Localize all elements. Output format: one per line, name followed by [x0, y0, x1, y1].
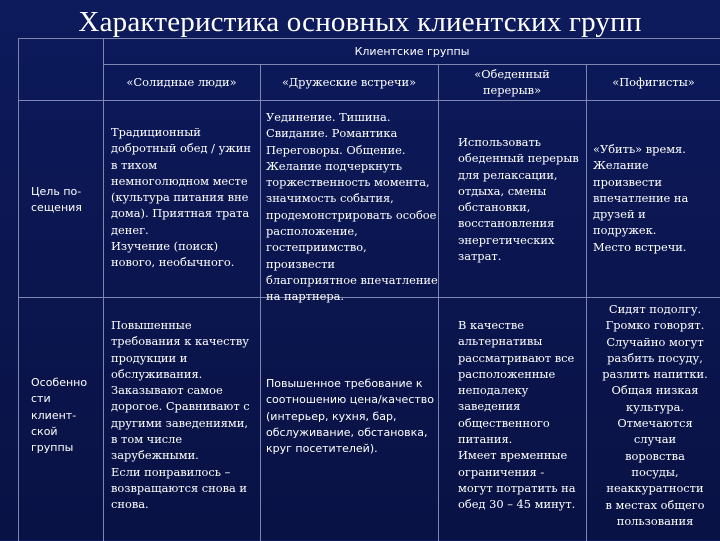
column-header-lunch-break: «Обеденный перерыв»	[474, 67, 550, 98]
row-label-visit-purpose: Цель по- сещения	[31, 185, 82, 215]
group-header: Клиентские группы	[354, 45, 470, 58]
column-header-careless: «Пофигисты»	[612, 75, 695, 89]
column-divider-2	[438, 64, 439, 541]
label-column-divider	[103, 39, 104, 541]
slide-title: Характеристика основных клиентских групп	[78, 6, 642, 38]
cell-purpose-lunch-break: Использовать обеденный перерыв для релаксации, отдыха, смены обстановки, восстановления энергетических затрат.	[458, 135, 579, 264]
cell-purpose-careless: «Убить» время. Желание произвести впечатление на друзей и подружек. Место встречи.	[593, 142, 689, 254]
cell-features-solid-people: Повышенные требования к качеству продукции и обслуживания. Заказывают самое дорогое. Сравнивают с другими заведениями, в том числе зарубежными. Если понравилось – возвращаются снова и снова.	[111, 318, 250, 512]
column-header-divider	[19, 100, 720, 101]
header-divider	[103, 64, 720, 65]
cell-features-careless: Сидят подолгу. Громко говорят. Случайно могут разбить посуду, разлить напитки. Общая низкая культура. Отмечаются случаи воровства посуды, неаккуратности в местах общего пользования	[602, 302, 708, 528]
cell-purpose-solid-people: Традиционный добротный обед / ужин в тихом немноголюдном месте (культура питания вне дома). Приятная трата денег. Изучение (поиск) нового, необычного.	[111, 125, 251, 270]
cell-purpose-friendly-meetings: Уединение. Тишина. Свидание. Романтика Переговоры. Общение. Желание подчеркнуть торжественность момента, значимость события, продемонстрировать особое расположение, гостеприимство, произвести благоприятное впечатление на партнера.	[266, 110, 438, 304]
cell-features-friendly-meetings: Повышенное требование к соотношению цена/качество (интерьер, кухня, бар, обслуживание, обстановка, круг посетителей).	[266, 377, 434, 456]
column-divider-3	[586, 64, 587, 541]
client-groups-table	[18, 38, 720, 541]
cell-features-lunch-break: В качестве альтернативы рассматривают все расположенные неподалеку заведения общественного питания. Имеет временные ограничения - могут потратить на обед 30 – 45 минут.	[458, 318, 576, 512]
column-header-friendly-meetings: «Дружеские встречи»	[281, 75, 417, 89]
row-label-group-features: Особенно сти клиент- ской группы	[31, 376, 88, 455]
column-header-solid-people: «Солидные люди»	[126, 75, 237, 89]
